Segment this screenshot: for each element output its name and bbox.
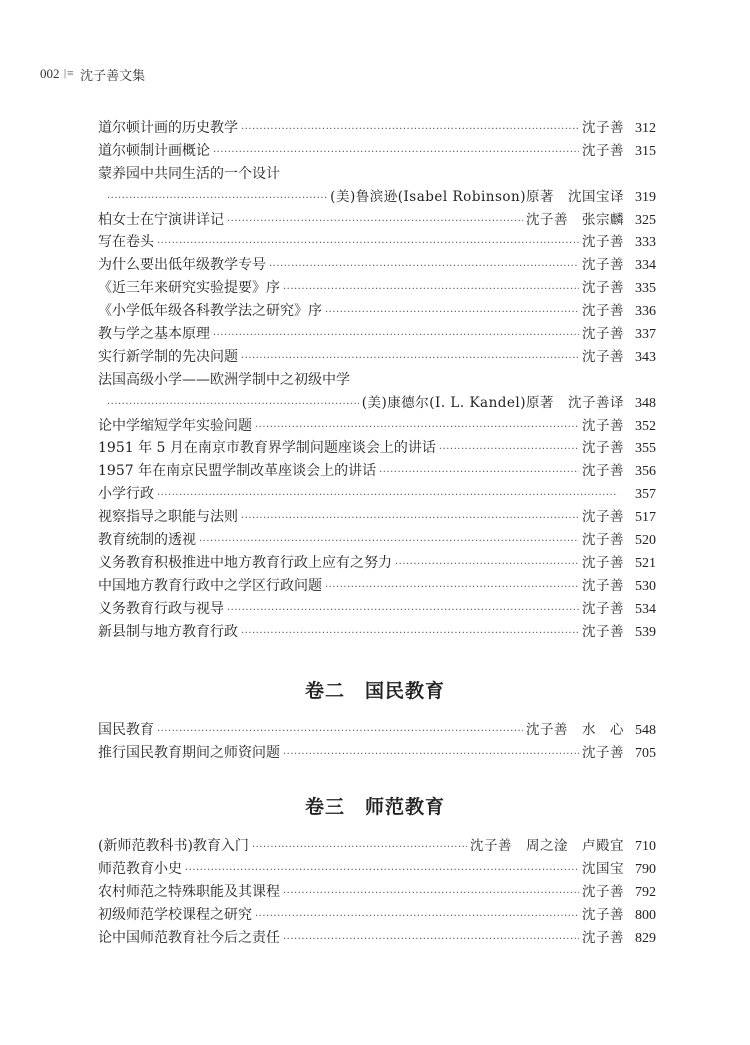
- entry-title: 教与学之基本原理: [98, 326, 210, 343]
- entry-author: 沈子善: [582, 883, 624, 900]
- entry-page-number: 520: [635, 533, 656, 549]
- toc-group-3: [98, 835, 656, 949]
- dot-leader: [269, 256, 579, 279]
- toc-entry: [98, 483, 656, 506]
- dot-leader: [395, 554, 579, 577]
- toc-entry: [98, 506, 656, 529]
- entry-author: 沈子善: [582, 463, 624, 480]
- entry-author: 沈子善: [582, 348, 624, 365]
- toc-entry: [98, 369, 656, 392]
- toc-entry: [98, 346, 656, 369]
- entry-page-number: 355: [635, 441, 656, 457]
- dot-leader: [241, 348, 579, 371]
- entry-title: 义务教育积极推进中地方教育行政上应有之努力: [98, 554, 392, 571]
- entry-page-number: 343: [635, 349, 656, 365]
- entry-author: 沈子善 张宗麟: [526, 211, 624, 228]
- dot-leader: [255, 906, 579, 929]
- entry-author: 沈子善: [582, 257, 624, 274]
- entry-page-number: 530: [635, 578, 656, 594]
- entry-page-number: 312: [635, 121, 656, 136]
- toc-entry: [98, 140, 656, 163]
- dot-leader: [213, 142, 579, 165]
- toc-entry: [98, 300, 656, 323]
- entry-page-number: 534: [635, 601, 656, 617]
- entry-title: 法国高级小学——欧洲学制中之初级中学: [98, 371, 350, 388]
- toc-entry: [98, 598, 656, 621]
- entry-page-number: 792: [635, 884, 656, 900]
- entry-author: 沈子善: [582, 906, 624, 923]
- entry-page-number: 357: [635, 487, 656, 503]
- entry-title: 论中学缩短学年实验问题: [98, 417, 252, 434]
- toc-entry: [98, 460, 656, 483]
- dot-leader: [157, 233, 579, 256]
- toc-entry: [98, 254, 656, 277]
- entry-author: (美)康德尔(I. L. Kandel)原著 沈子善译: [361, 394, 624, 411]
- entry-title: 道尔顿制计画概论: [98, 142, 210, 159]
- entry-title: 1951 年 5 月在南京市教育界学制问题座谈会上的讲话: [98, 440, 436, 457]
- dot-leader: [439, 439, 579, 462]
- entry-author: 沈子善: [582, 554, 624, 571]
- dot-leader: [283, 929, 579, 952]
- toc-entry: [98, 742, 656, 765]
- entry-title: 蒙养园中共同生活的一个设计: [98, 165, 280, 182]
- toc-entry: [98, 904, 656, 927]
- entry-title: 1957 年在南京民盟学制改革座谈会上的讲话: [98, 463, 377, 480]
- entry-page-number: 517: [635, 510, 656, 526]
- entry-title: 论中国师范教育社今后之责任: [98, 929, 280, 946]
- entry-author: 沈子善: [582, 326, 624, 343]
- toc-group-1: [98, 117, 656, 643]
- entry-page-number: 829: [635, 930, 656, 946]
- toc-entry: [98, 163, 656, 186]
- entry-author: (美)鲁滨逊(Isabel Robinson)原著 沈国宝译: [330, 188, 624, 205]
- entry-title: 小学行政: [98, 486, 154, 503]
- book-title: 沈子善文集: [80, 68, 146, 84]
- entry-author: 沈子善: [582, 142, 624, 159]
- entry-title: 柏女士在宁演讲详记: [98, 211, 224, 228]
- entry-author: 沈子善: [582, 577, 624, 594]
- entry-page-number: 336: [635, 304, 656, 320]
- entry-title: 视察指导之职能与法则: [98, 509, 238, 526]
- entry-page-number: 333: [635, 235, 656, 251]
- dot-leader: [213, 325, 579, 348]
- entry-author: 沈子善: [582, 744, 624, 761]
- dot-leader: [283, 883, 579, 906]
- toc-entry: [98, 858, 656, 881]
- entry-title: 新县制与地方教育行政: [98, 623, 238, 640]
- entry-title: 师范教育小史: [98, 860, 182, 877]
- toc-entry: [98, 927, 656, 950]
- entry-page-number: 356: [635, 464, 656, 480]
- dot-leader: [252, 837, 467, 860]
- entry-author: 沈子善 周之淦 卢殿宜: [470, 838, 624, 854]
- dot-leader: [157, 721, 523, 744]
- entry-title: 道尔顿计画的历史教学: [98, 120, 238, 136]
- entry-author: 沈子善 水 心: [526, 722, 624, 738]
- toc-entry: [98, 277, 656, 300]
- dot-leader: [241, 119, 579, 142]
- toc-entry: [98, 392, 656, 415]
- dot-leader: [241, 508, 579, 531]
- entry-page-number: 319: [635, 189, 656, 205]
- toc-entry: [98, 437, 656, 460]
- dot-leader: [227, 211, 523, 234]
- section-title-vol2: 卷二 国民教育: [304, 680, 445, 702]
- dot-leader: [325, 302, 579, 325]
- entry-author: 沈子善: [582, 280, 624, 297]
- entry-author: 沈子善: [582, 623, 624, 640]
- dot-leader: [379, 462, 579, 485]
- dot-leader: [227, 600, 579, 623]
- toc-entry: [98, 835, 656, 858]
- entry-title: 写在卷头: [98, 234, 154, 251]
- entry-title: 为什么要出低年级教学专号: [98, 257, 266, 274]
- entry-title: 《近三年来研究实验提要》序: [98, 280, 280, 297]
- toc-entry: [98, 575, 656, 598]
- entry-author: 沈子善: [582, 600, 624, 617]
- header-ornament: |≡: [63, 69, 75, 79]
- entry-page-number: 337: [635, 327, 656, 343]
- entry-page-number: 348: [635, 395, 656, 411]
- entry-title: 实行新学制的先决问题: [98, 348, 238, 365]
- entry-title: 义务教育行政与视导: [98, 600, 224, 617]
- toc-entry: [98, 209, 656, 232]
- entry-page-number: 334: [635, 258, 656, 274]
- toc-group-2: [98, 719, 656, 765]
- toc-entry: [98, 231, 656, 254]
- toc-entry: [98, 719, 656, 742]
- dot-leader: [199, 531, 579, 554]
- entry-page-number: 352: [635, 418, 656, 434]
- entry-page-number: 790: [635, 861, 656, 877]
- entry-author: 沈子善: [582, 929, 624, 946]
- page-number: 002: [40, 66, 60, 81]
- toc-entry: [98, 529, 656, 552]
- entry-title: (新师范教科书)教育入门: [98, 838, 249, 854]
- running-header: [40, 64, 145, 84]
- entry-title: 初级师范学校课程之研究: [98, 906, 252, 923]
- toc-entry: [98, 186, 656, 209]
- section-title-vol3: 卷三 师范教育: [304, 796, 445, 818]
- toc-entry: [98, 621, 656, 644]
- entry-title: 教育统制的透视: [98, 532, 196, 549]
- dot-leader: [107, 188, 327, 211]
- entry-page-number: 705: [635, 745, 656, 761]
- dot-leader: [107, 394, 359, 417]
- entry-title: 农村师范之特殊职能及其课程: [98, 883, 280, 900]
- entry-page-number: 539: [635, 624, 656, 640]
- toc-entry: [98, 881, 656, 904]
- entry-author: 沈子善: [582, 120, 624, 136]
- toc-entry: [98, 117, 656, 140]
- entry-author: 沈子善: [582, 234, 624, 251]
- dot-leader: [157, 485, 618, 508]
- entry-page-number: 710: [635, 839, 656, 854]
- entry-title: 中国地方教育行政中之学区行政问题: [98, 577, 322, 594]
- entry-page-number: 548: [635, 723, 656, 738]
- entry-author: 沈子善: [582, 303, 624, 320]
- dot-leader: [283, 279, 579, 302]
- entry-page-number: 521: [635, 555, 656, 571]
- toc-entry: [98, 415, 656, 438]
- entry-author: 沈子善: [582, 440, 624, 457]
- entry-title: 推行国民教育期间之师资问题: [98, 744, 280, 761]
- dot-leader: [325, 577, 579, 600]
- dot-leader: [185, 860, 579, 883]
- entry-author: 沈子善: [582, 532, 624, 549]
- entry-page-number: 325: [635, 212, 656, 228]
- toc-entry: [98, 552, 656, 575]
- entry-author: 沈国宝: [582, 860, 624, 877]
- entry-author: 沈子善: [582, 509, 624, 526]
- entry-page-number: 800: [635, 907, 656, 923]
- toc-entry: [98, 323, 656, 346]
- entry-author: 沈子善: [582, 417, 624, 434]
- entry-title: 国民教育: [98, 722, 154, 738]
- entry-page-number: 335: [635, 281, 656, 297]
- entry-title: 《小学低年级各科教学法之研究》序: [98, 303, 322, 320]
- dot-leader: [241, 623, 579, 646]
- dot-leader: [283, 744, 579, 767]
- dot-leader: [255, 417, 579, 440]
- entry-page-number: 315: [635, 143, 656, 159]
